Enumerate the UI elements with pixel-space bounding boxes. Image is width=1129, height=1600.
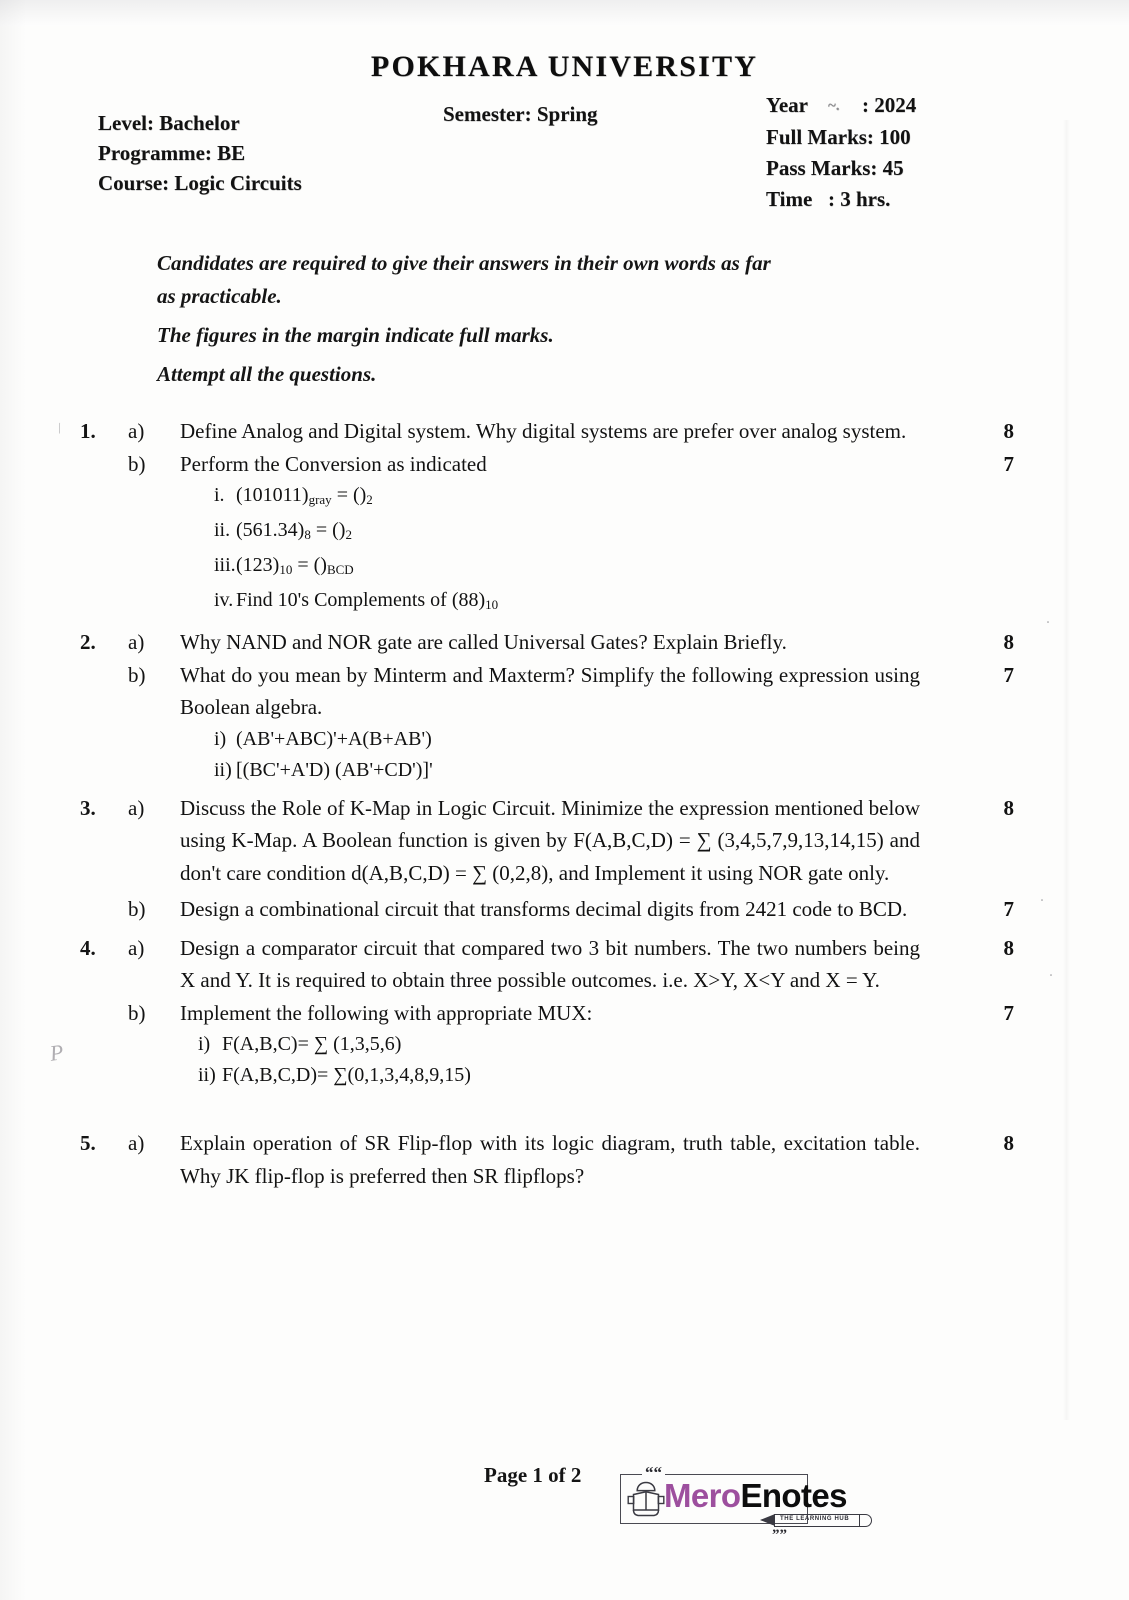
question-part-text: Perform the Conversion as indicated [180, 451, 487, 476]
stray-pencil-mark-margin: P [48, 1039, 66, 1066]
pen-cap [859, 1514, 872, 1527]
question-part-text: Design a combinational circuit that transforms decimal digits from 2421 code to BCD. [180, 897, 908, 921]
instruction-3: Attempt all the questions. [157, 362, 377, 386]
question-part-label: b) [128, 662, 146, 687]
stray-speck: . [1046, 610, 1050, 627]
question-part-label: b) [128, 1000, 146, 1025]
stray-speck: . [1040, 888, 1044, 905]
question-part-text: Why NAND and NOR gate are called Universal Gates? Explain Briefly. [180, 630, 787, 654]
subitem-marker: ii. [214, 519, 231, 541]
question-number: 5. [80, 1131, 96, 1155]
instructions-block [157, 247, 947, 397]
subitem-expression: F(A,B,C)= ∑ (1,3,5,6) [222, 1033, 402, 1055]
stray-mark-margin: / [55, 420, 65, 438]
logo-close-quote-icon: ”” [772, 1527, 787, 1543]
questions-list [0, 415, 1129, 1192]
question-number: 3. [80, 795, 96, 820]
question-marks: 7 [1003, 1000, 1014, 1025]
exam-meta-right [766, 90, 916, 215]
question-marks: 8 [1003, 1131, 1014, 1155]
question-group [0, 932, 1129, 1092]
question-number-spacer [0, 659, 128, 691]
instruction-1 [157, 247, 947, 313]
question-part-body [180, 997, 920, 1092]
meta-year-label: Year [766, 93, 808, 117]
question-part-label: b) [128, 897, 146, 921]
subitem-expression: [(BC'+A'D) (AB'+CD')]' [236, 758, 433, 781]
question-group [0, 415, 1129, 620]
question-part-label: a) [128, 1131, 145, 1155]
meta-level: Level: Bachelor [98, 111, 240, 135]
meta-pass-marks: Pass Marks: 45 [766, 156, 904, 180]
question-subitems [180, 480, 920, 620]
meta-semester: Semester: Spring [443, 102, 598, 126]
subitem-marker: ii) [214, 758, 232, 781]
stray-speck: . [1049, 963, 1053, 980]
page-number-label: Page 1 of 2 [484, 1463, 582, 1487]
question-part-row [0, 659, 1129, 786]
subitem [180, 724, 920, 755]
question-part-body [180, 659, 920, 786]
question-number: 2. [80, 630, 96, 654]
question-group [0, 1127, 1129, 1192]
logo-tagline: THE LEARNING HUB [780, 1515, 850, 1522]
question-marks: 8 [1003, 630, 1014, 654]
question-part-row [0, 626, 1129, 659]
question-number-spacer [0, 448, 128, 480]
logo-open-quote-icon: ““ [642, 1467, 665, 1479]
question-part-label: a) [128, 935, 145, 960]
question-part-row [0, 997, 1129, 1092]
subitem-marker: iv. [214, 589, 234, 611]
question-part-text: Design a comparator circuit that compared two 3 bit numbers. The two numbers being X and Y. It is required to obtain three possible outcomes. i.e. X>Y, X<Y and X = Y. [180, 935, 920, 992]
subitem-marker: i) [198, 1033, 211, 1055]
exam-meta-left [98, 108, 302, 198]
question-subitems [180, 724, 920, 786]
pen-icon [760, 1514, 872, 1529]
subitem [180, 515, 920, 550]
question-part-label: a) [128, 630, 145, 654]
subitem-expression: $(561.34)_8 = ()_2$ [236, 519, 352, 542]
subitem-marker: i) [214, 727, 227, 750]
question-part-body [180, 448, 920, 621]
question-group [0, 792, 1129, 926]
subitem-marker: ii) [198, 1064, 216, 1086]
instruction-2: The figures in the margin indicate full marks. [157, 323, 554, 347]
question-part-label: a) [128, 795, 145, 820]
question-number: 4. [80, 935, 96, 960]
subitem [180, 585, 920, 620]
question-number: 1. [80, 419, 96, 443]
meta-programme: Programme: BE [98, 141, 246, 165]
question-number-spacer [0, 997, 128, 1029]
meta-full-marks: Full Marks: 100 [766, 125, 911, 149]
question-part-text: Discuss the Role of K-Map in Logic Circuit. Minimize the expression mentioned below using K-Map. A Boolean function is given by F(A,B,C,D) = ∑ (3,4,5,7,9,13,14,15) and don't care condition d(A,B,C,D) = ∑ (0,2,8), and Implement it using NOR gate only. [180, 795, 920, 885]
question-part-row [0, 893, 1129, 926]
subitem [180, 480, 920, 515]
question-part-row [0, 448, 1129, 621]
question-marks: 7 [1003, 662, 1014, 687]
question-number-spacer [0, 893, 128, 925]
meta-time-value: : 3 hrs. [828, 187, 891, 211]
logo-brand-second: Enotes [740, 1477, 847, 1514]
meta-course: Course: Logic Circuits [98, 171, 302, 195]
subitem-expression: (AB'+ABC)'+A(B+AB') [236, 727, 432, 750]
subitem [180, 755, 920, 786]
subitem-expression: Find 10's Complements of $(88)_{10}$ [236, 589, 499, 612]
question-part-label: b) [128, 451, 146, 476]
pen-tip [760, 1514, 775, 1526]
meta-year-value: : 2024 [862, 93, 917, 117]
question-group [0, 626, 1129, 786]
instruction-1-line-1: Candidates are required to give their answers in their own words as far [157, 251, 771, 275]
subitem-expression: $(101011)_{gray} = ()_2$ [236, 484, 373, 507]
question-part-row [0, 792, 1129, 890]
question-subitems [180, 1029, 920, 1091]
subitem [180, 1060, 920, 1091]
logo-brand-first: Mero [664, 1477, 741, 1514]
question-part-row [0, 1127, 1129, 1192]
question-marks: 7 [1003, 897, 1014, 921]
question-marks: 8 [1003, 795, 1014, 820]
question-part-text: What do you mean by Minterm and Maxterm? Simplify the following expression using Boolean algebra. [180, 662, 920, 719]
meta-time-row [766, 184, 916, 215]
question-part-row [0, 932, 1129, 997]
question-marks: 7 [1003, 451, 1014, 476]
university-title: POKHARA UNIVERSITY [370, 50, 759, 83]
question-part-text: Implement the following with appropriate MUX: [180, 1000, 593, 1025]
subitem [180, 550, 920, 585]
meta-year-smudge: ~. [828, 98, 840, 114]
subitem-expression: $(123)_{10} = ()_{BCD}$ [236, 554, 354, 577]
meta-year-row [766, 90, 916, 122]
scan-artifact-top-band [0, 0, 1129, 26]
subitem-marker: i. [214, 484, 225, 506]
question-marks: 8 [1003, 419, 1014, 443]
logo-brand-text [664, 1476, 847, 1516]
subitem-marker: iii. [214, 554, 236, 576]
meta-time-label: Time [766, 187, 813, 211]
question-part-text: Define Analog and Digital system. Why digital systems are prefer over analog system. [180, 419, 907, 443]
reading-person-icon [626, 1478, 666, 1518]
question-part-label: a) [128, 419, 145, 443]
question-marks: 8 [1003, 935, 1014, 960]
subitem-expression: F(A,B,C,D)= ∑(0,1,3,4,8,9,15) [222, 1064, 471, 1086]
question-part-text: Explain operation of SR Flip-flop with its logic diagram, truth table, excitation table. Why JK flip-flop is preferred then SR flipflops? [180, 1131, 920, 1188]
meroenotes-watermark-logo [620, 1463, 872, 1543]
question-part-row [0, 415, 1129, 448]
subitem [180, 1029, 920, 1060]
instruction-1-line-2: as practicable. [157, 284, 282, 308]
